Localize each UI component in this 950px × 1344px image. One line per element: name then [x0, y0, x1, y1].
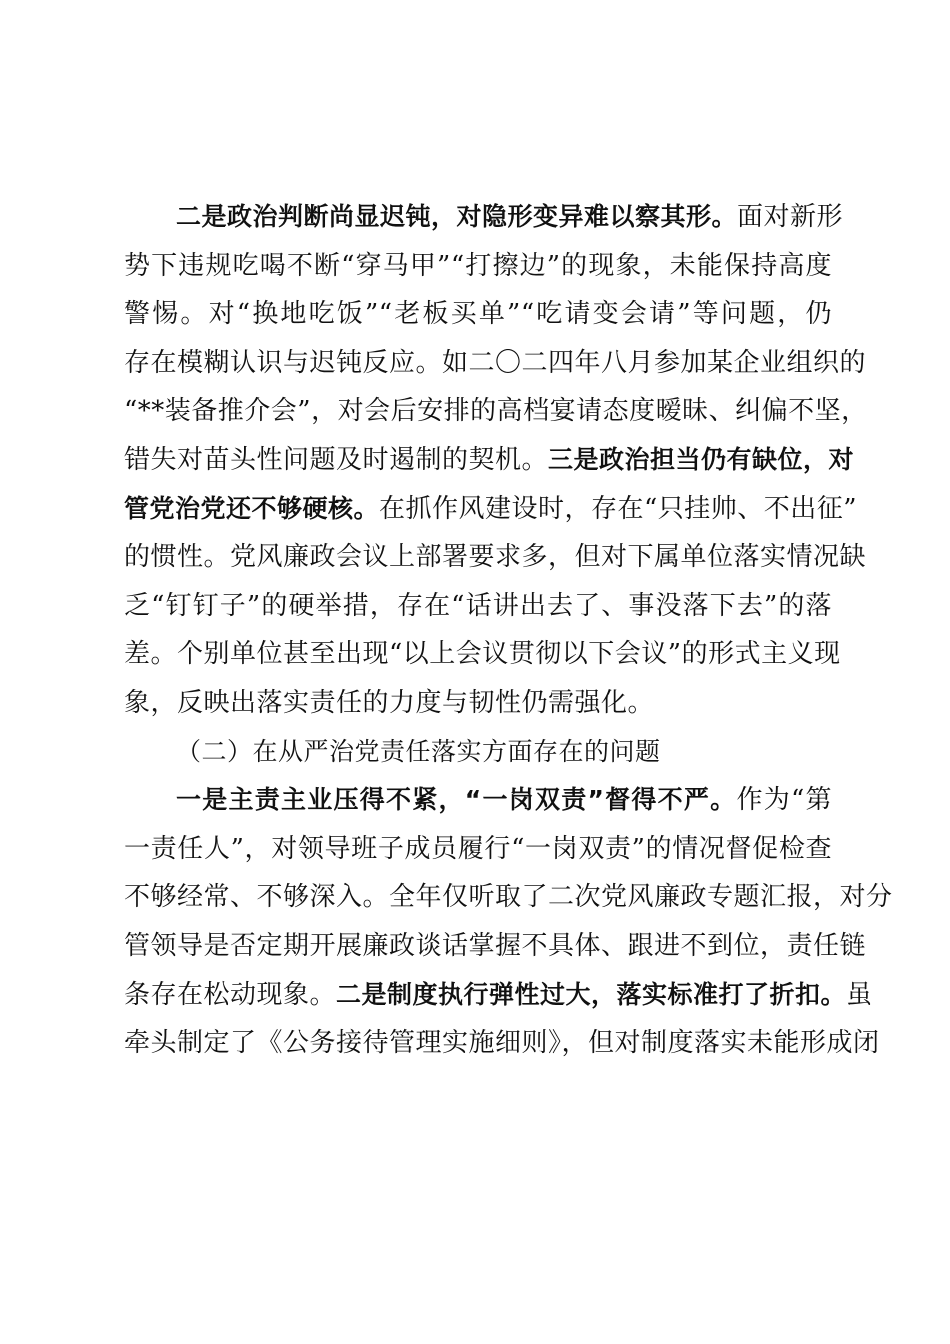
p1-line-3: 警惕。对“换地吃饭”“老板买单”“吃请变会请”等问题，仍	[124, 299, 832, 330]
p2-text: 条存在松动现象。	[124, 979, 337, 1010]
p1-line-2: 势下违规吃喝不断“穿马甲”“打擦边”的现象，未能保持高度	[124, 250, 832, 281]
document-page	[124, 193, 893, 1068]
p1-text: 错失对苗头性问题及时遏制的契机。	[124, 444, 549, 475]
p2-line-1	[124, 776, 832, 825]
p1-line-4: 存在模糊认识与迟钝反应。如二〇二四年八月参加某企业组织的	[124, 347, 867, 378]
p1-text: 面对新形	[737, 202, 844, 232]
p1-line-8: 的惯性。党风廉政会议上部署要求多，但对下属单位落实情况缺	[124, 542, 867, 573]
p1-line-7	[124, 485, 858, 534]
p2-bold-point-1: 一是主责主业压得不紧，“一岗双责”督得不严。	[176, 785, 737, 815]
p1-line-11: 象，反映出落实责任的力度与韧性仍需强化。	[124, 687, 655, 718]
p2-line-2: 一责任人”，对领导班子成员履行“一岗双责”的情况督促检查	[124, 833, 832, 864]
p1-line-6	[124, 436, 855, 485]
p1-line-5: “**装备推介会”，对会后安排的高档宴请态度暧昧、纠偏不坚，	[124, 396, 868, 427]
p1-bold-point-2: 二是政治判断尚显迟钝，对隐形变异难以察其形。	[176, 202, 738, 231]
p2-bold-point-2: 二是制度执行弹性过大，落实标准打了折扣。	[336, 979, 847, 1009]
p2-line-6: 牵头制定了《公务接待管理实施细则》，但对制度落实未能形成闭	[124, 1028, 880, 1059]
p1-line-10: 差。个别单位甚至出现“以上会议贯彻以下会议”的形式主义现	[124, 639, 841, 670]
p1-line-1	[124, 193, 844, 242]
p1-bold-point-3-cont: 管党治党还不够硬核。	[124, 493, 380, 523]
p2-line-4: 管领导是否定期开展廉政谈话掌握不具体、跟进不到位，责任链	[124, 930, 867, 961]
p2-line-5	[124, 971, 873, 1020]
p1-bold-point-3: 三是政治担当仍有缺位，对	[548, 444, 855, 474]
section-heading-2: （二）在从严治党责任落实方面存在的问题	[176, 736, 661, 766]
p2-text: 虽	[846, 979, 873, 1010]
p2-text: 作为“第	[736, 785, 832, 816]
p1-line-9: 乏“钉钉子”的硬举措，存在“话讲出去了、事没落下去”的落	[124, 590, 832, 621]
p1-text: 在抓作风建设时，存在“只挂帅、不出征”	[379, 493, 858, 524]
p2-line-3: 不够经常、不够深入。全年仅听取了二次党风廉政专题汇报，对分	[124, 882, 893, 913]
